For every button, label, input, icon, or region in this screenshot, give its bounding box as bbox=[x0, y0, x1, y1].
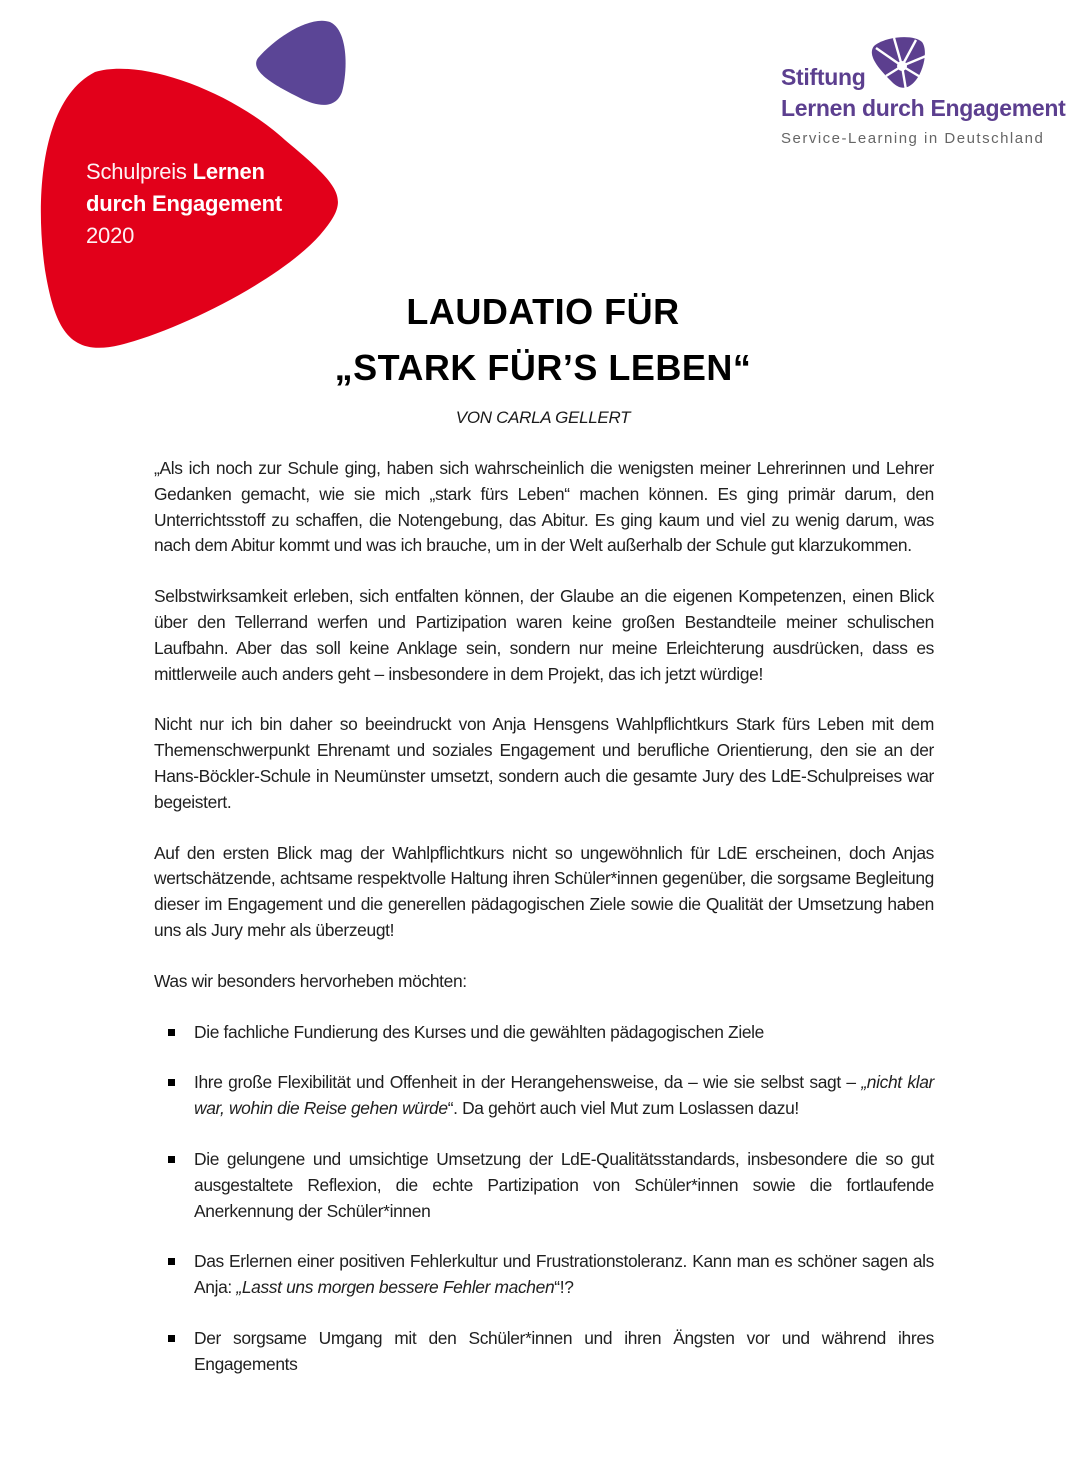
logo-tagline: Service-Learning in Deutschland bbox=[781, 130, 1045, 147]
list-item bbox=[154, 1147, 934, 1224]
list-item-text: Die fachliche Fundierung des Kurses und die gewählten pädagogischen Ziele bbox=[194, 1021, 764, 1042]
title-line-2: „STARK FÜR’S LEBEN“ bbox=[334, 347, 752, 388]
square-bullet-icon bbox=[168, 1156, 175, 1163]
logo-name-text: Lernen durch Engagement bbox=[781, 95, 1066, 121]
badge-year: 2020 bbox=[86, 223, 135, 248]
badge-line1-bold: Lernen bbox=[192, 159, 265, 184]
title-line-1: LAUDATIO FÜR bbox=[406, 291, 680, 332]
paragraph-3: Nicht nur ich bin daher so beeindruckt von Anja Hensgens Wahlpflichtkurs Stark fürs Leben mit dem Themenschwerpunkt Ehrenamt und soziales Engagement und berufliche Orientierung, den sie an der Hans-Böckler-Schule in Neumünster umsetzt, sondern auch die gesamte Jury des LdE-Schulpreises war begeistert. bbox=[154, 714, 934, 812]
list-item bbox=[154, 1326, 934, 1378]
stiftung-logo-icon bbox=[866, 36, 928, 90]
list-item bbox=[154, 1249, 934, 1301]
list-item-text: Der sorgsame Umgang mit den Schüler*innen und ihren Ängsten vor und während ihres Engagements bbox=[194, 1327, 934, 1374]
list-item-quote: „nicht klar war, wohin die Reise gehen würde bbox=[194, 1072, 934, 1119]
purple-blob-shape bbox=[256, 21, 345, 105]
square-bullet-icon bbox=[168, 1335, 175, 1342]
list-item-text-after: “. Da gehört auch viel Mut zum Loslassen dazu! bbox=[447, 1098, 799, 1119]
highlights-list bbox=[154, 1020, 934, 1378]
paragraph-2: Selbstwirksamkeit erleben, sich entfalten können, der Glaube an die eigenen Kompetenzen, einen Blick über den Tellerrand werfen und Partizipation waren keine großen Bestandteile meiner schulischen Laufbahn. Aber das soll keine Anklage sein, sondern nur meine Erleichterung ausdrücken, dass es mittlerweile auch anders geht – insbesondere in dem Projekt, das ich jetzt würdige! bbox=[154, 586, 934, 684]
list-item bbox=[154, 1020, 934, 1046]
schulpreis-badge-text bbox=[86, 156, 282, 252]
highlights-intro: Was wir besonders hervorheben möchten: bbox=[154, 970, 467, 991]
paragraph-4: Auf den ersten Blick mag der Wahlpflichtkurs nicht so ungewöhnlich für LdE erscheinen, doch Anjas wertschätzende, achtsame respektvolle Haltung ihren Schüler*innen gegenüber, die sorgsame Begleitung dieser im Engagement und die generellen pädagogischen Ziele sowie die Qualität der Umsetzung haben uns als Jury mehr als überzeugt! bbox=[154, 842, 934, 940]
list-item-text-after: “!? bbox=[554, 1277, 574, 1298]
paragraph-1: „Als ich noch zur Schule ging, haben sich wahrscheinlich die wenigsten meiner Lehrerinnen und Lehrer Gedanken gemacht, wie sie mich „stark fürs Leben“ machen können. Es ging primär darum, den Unterrichtsstoff zu schaffen, die Notengebung, das Abitur. Es ging kaum und viel zu wenig darum, was nach dem Abitur kommt und was ich brauche, um in der Welt außerhalb der Schule gut klarzukommen. bbox=[154, 458, 934, 556]
author-byline: VON CARLA GELLERT bbox=[455, 408, 631, 427]
square-bullet-icon bbox=[168, 1258, 175, 1265]
list-item-text: Das Erlernen einer positiven Fehlerkultur und Frustrationstoleranz. Kann man es schöner sagen als Anja: bbox=[194, 1251, 934, 1298]
list-item bbox=[154, 1070, 934, 1122]
page-title bbox=[0, 284, 1086, 396]
square-bullet-icon bbox=[168, 1079, 175, 1086]
list-item-quote: „Lasst uns morgen bessere Fehler machen bbox=[236, 1277, 555, 1298]
list-item-text: Die gelungene und umsichtige Umsetzung der LdE-Qualitätsstandards, insbesondere die so gut ausgestaltete Reflexion, die echte Partizipation von Schüler*innen sowie die fortlaufende Anerkennung der Schüler*innen bbox=[194, 1148, 934, 1221]
badge-line2: durch Engagement bbox=[86, 191, 283, 216]
list-item-text: Ihre große Flexibilität und Offenheit in der Herangehensweise, da – wie sie selbst sagt – bbox=[194, 1072, 862, 1093]
logo-stiftung-text: Stiftung bbox=[781, 64, 866, 90]
laudatio-body bbox=[154, 456, 934, 1403]
square-bullet-icon bbox=[168, 1029, 175, 1036]
badge-line1-light: Schulpreis bbox=[86, 159, 187, 184]
